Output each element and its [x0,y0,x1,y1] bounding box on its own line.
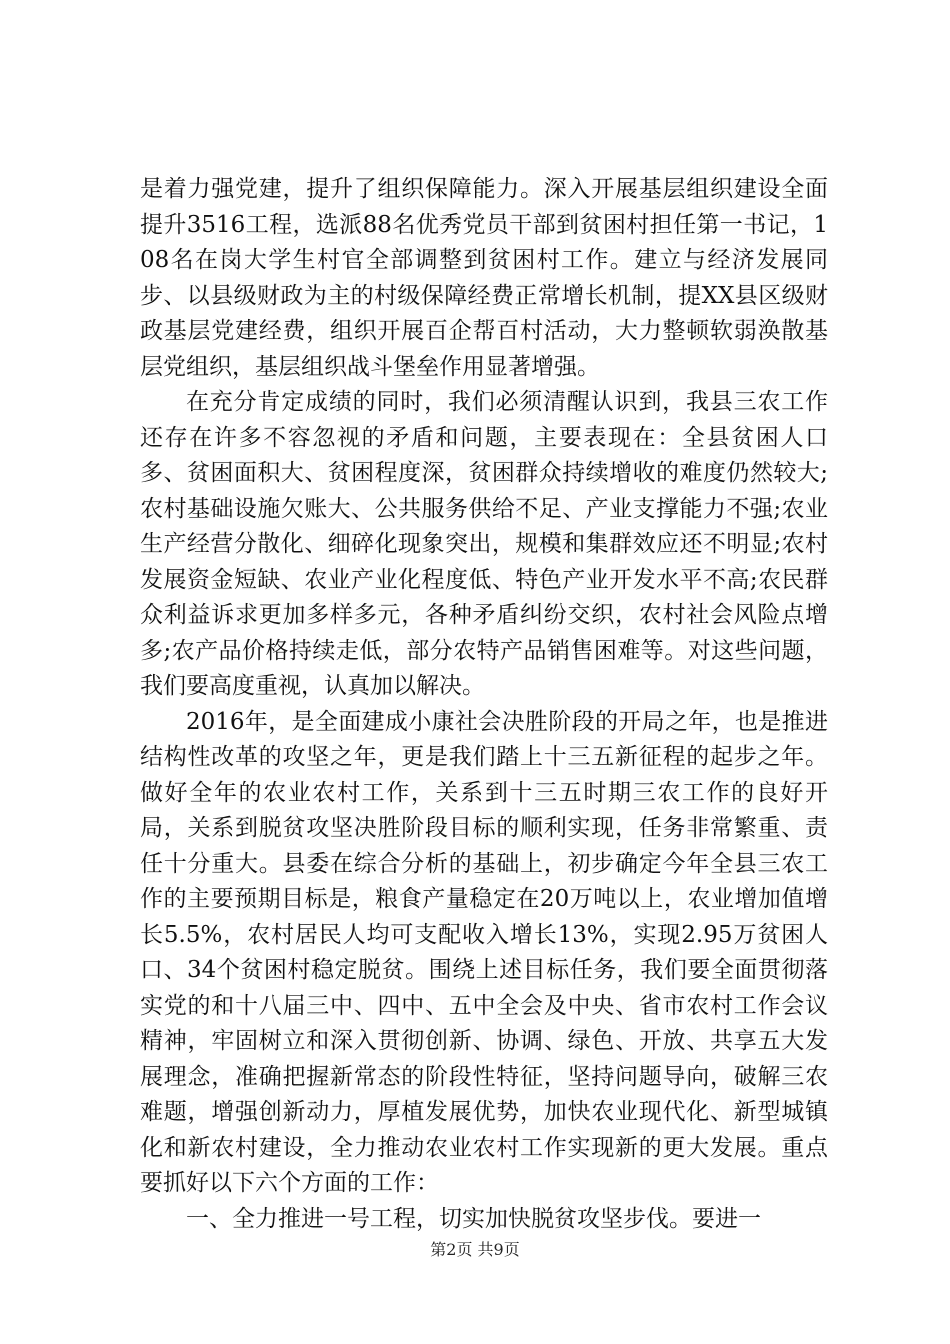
document-body [140,172,828,1237]
paragraph-3: 2016年，是全面建成小康社会决胜阶段的开局之年，也是推进结构性改革的攻坚之年，更是我们踏上十三五新征程的起步之年。做好全年的农业农村工作，关系到十三五时期三农工作的良好开局，关系到脱贫攻坚决胜阶段目标的顺利实现，任务非常繁重、责任十分重大。县委在综合分析的基础上，初步确定今年全县三农工作的主要预期目标是，粮食产量稳定在20万吨以上，农业增加值增长5.5%，农村居民人均可支配收入增长13%，实现2.95万贫困人口、34个贫困村稳定脱贫。围绕上述目标任务，我们要全面贯彻落实党的和十八届三中、四中、五中全会及中央、省市农村工作会议精神，牢固树立和深入贯彻创新、协调、绿色、开放、共享五大发展理念，准确把握新常态的阶段性特征，坚持问题导向，破解三农难题，增强创新动力，厚植发展优势，加快农业现代化、新型城镇化和新农村建设，全力推动农业农村工作实现新的更大发展。重点要抓好以下六个方面的工作： [140,708,828,1196]
paragraph-2: 在充分肯定成绩的同时，我们必须清醒认识到，我县三农工作还存在许多不容忽视的矛盾和问题，主要表现在：全县贫困人口多、贫困面积大、贫困程度深，贫困群众持续增收的难度仍然较大;农村基础设施欠账大、公共服务供给不足、产业支撑能力不强;农业生产经营分散化、细碎化现象突出，规模和集群效应还不明显;农村发展资金短缺、农业产业化程度低、特色产业开发水平不高;农民群众利益诉求更加多样多元，各种矛盾纠纷交织，农村社会风险点增多;农产品价格持续走低，部分农特产品销售困难等。对这些问题，我们要高度重视，认真加以解决。 [140,389,828,699]
paragraph-1: 是着力强党建，提升了组织保障能力。深入开展基层组织建设全面提升3516工程，选派88名优秀党员干部到贫困村担任第一书记，108名在岗大学生村官全部调整到贫困村工作。建立与经济发展同步、以县级财政为主的村级保障经费正常增长机制，提XX县区级财政基层党建经费，组织开展百企帮百村活动，大力整顿软弱涣散基层党组织，基层组织战斗堡垒作用显著增强。 [140,176,828,380]
paragraph-4: 一、全力推进一号工程，切实加快脱贫攻坚步伐。要进一 [186,1205,761,1232]
page-footer: 第2页 共9页 [430,1240,520,1259]
